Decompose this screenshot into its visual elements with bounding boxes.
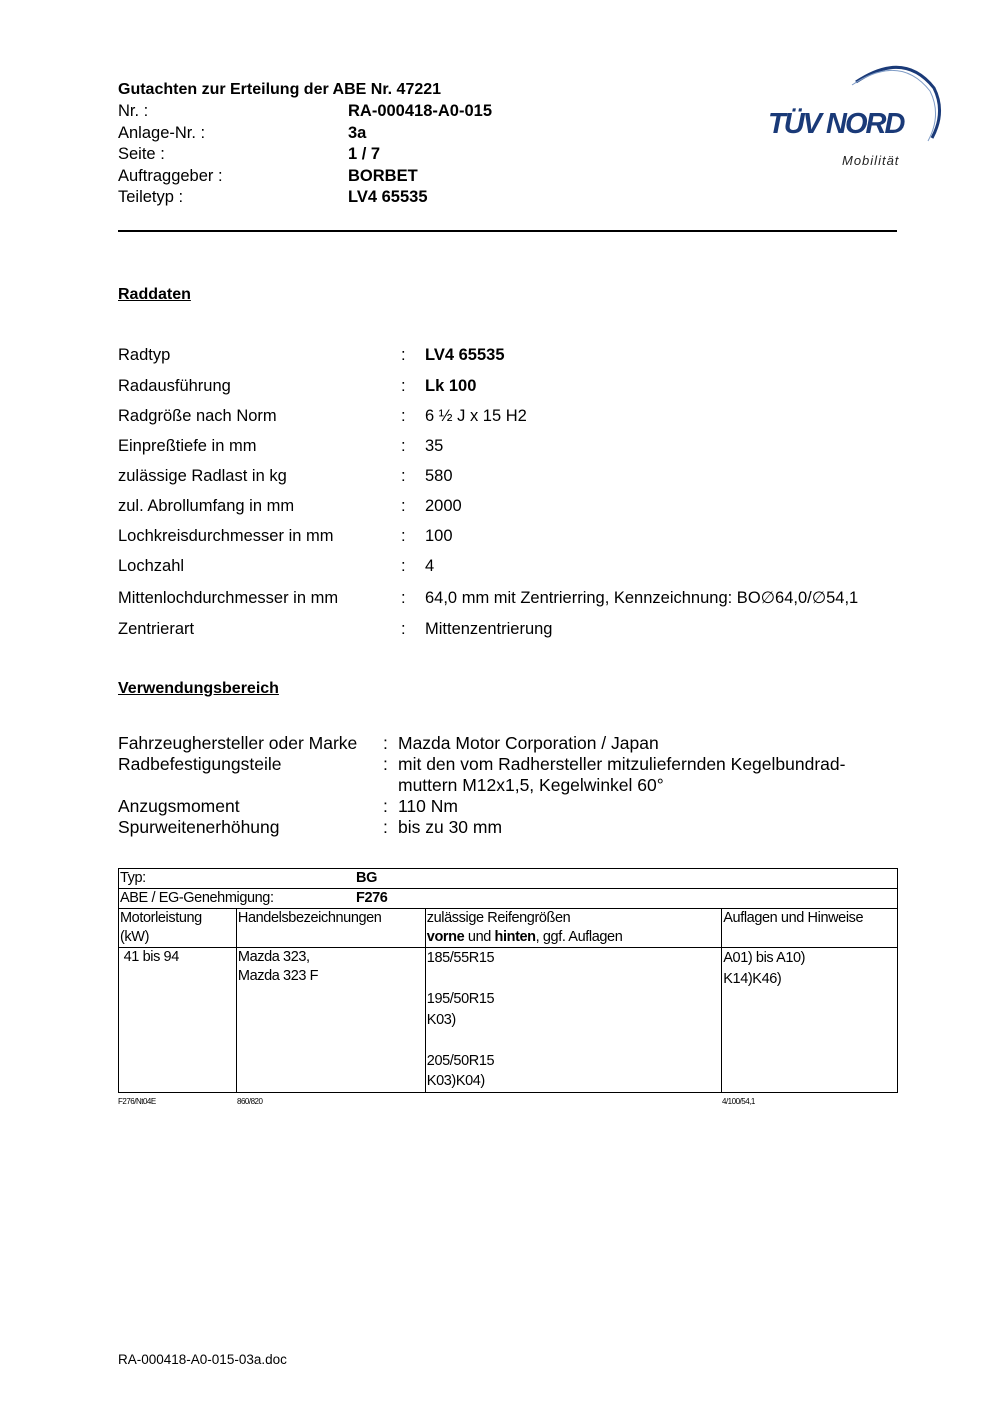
raddaten-row: Radausführung : Lk 100 [118,377,477,395]
header-label: Anlage-Nr. : [118,124,206,142]
raddaten-row: zul. Abrollumfang in mm : 2000 [118,497,462,515]
raddaten-value: Mittenzentrierung [425,620,553,638]
tire-line: 185/55R15 [426,950,495,966]
header-text: zulässige Reifengrößen [426,910,571,926]
header-label: Nr. : [118,102,149,120]
usage-key: Fahrzeughersteller oder Marke [118,733,358,753]
header-value: RA-000418-A0-015 [348,102,492,120]
raddaten-value: 35 [425,437,444,455]
sub-hinten: hinten [494,929,536,945]
usage-key: Radbefestigungsteile [118,754,282,774]
raddaten-key: Lochkreisdurchmesser in mm [118,527,334,545]
table-footnote-2: 860/820 [237,1097,263,1106]
section-heading-raddaten: Raddaten [118,286,191,303]
tire-line: K03) [426,1011,456,1028]
tire-line [427,1030,720,1051]
header-value: 1 / 7 [348,145,381,163]
raddaten-row: Lochzahl : 4 [118,557,435,575]
cell-names [236,948,425,1093]
header-subtext [427,928,720,947]
logo-subtitle: Mobilität [842,153,900,168]
raddaten-key: Radausführung [118,377,231,395]
usage-key: Spurweitenerhöhung [118,817,280,837]
tuev-nord-logo [764,60,944,170]
header-label: Teiletyp : [118,188,184,206]
tire-line: K03)K04) [426,1073,485,1089]
typ-value: BG [356,870,377,886]
note-line: A01) bis A10) [723,950,806,966]
raddaten-row: Lochkreisdurchmesser in mm : 100 [118,527,453,545]
logo-brand: TÜV NORD [768,108,904,140]
usage-value: 110 Nm [398,796,458,816]
raddaten-row: Radtyp : LV4 65535 [118,346,505,364]
cell-notes [722,948,898,1093]
header-value: BORBET [348,167,418,185]
tire-line [427,969,720,990]
tire-line: 205/50R15 [426,1052,495,1069]
trade-name: Mazda 323, [237,949,310,965]
usage-value: mit den vom Radhersteller mitzuliefernden Kegelbundrad- [398,754,846,774]
raddaten-key: Lochzahl [118,557,185,575]
trade-name: Mazda 323 F [237,968,319,984]
header-label: Seite : [118,145,165,163]
sub-vorne: vorne [426,929,465,945]
header-text: Motorleistung [120,910,202,926]
header-value: 3a [348,124,367,142]
cell-power [119,948,237,1093]
raddaten-row: zulässige Radlast in kg : 580 [118,467,453,485]
header-divider [118,230,897,232]
header-text: (kW) [120,929,149,945]
header-auflagen: Auflagen und Hinweise [722,909,898,948]
usage-value: Mazda Motor Corporation / Japan [398,733,659,753]
header-reifengroessen [425,909,721,948]
raddaten-value: LV4 65535 [425,346,505,364]
sub-rest: , ggf. Auflagen [535,929,623,945]
section-heading-verwendungsbereich: Verwendungsbereich [118,680,279,697]
table-row-typ [119,869,898,889]
table-footnote-4: 4/100/54,1 [722,1097,755,1106]
raddaten-value: 4 [425,557,435,575]
header-label: Auftraggeber : [118,167,223,185]
vehicle-table [118,868,898,1093]
cell-tires [425,948,721,1093]
usage-value: bis zu 30 mm [398,817,503,837]
raddaten-value: 6 ½ J x 15 H2 [425,407,527,425]
raddaten-value: 64,0 mm mit Zentrierring, Kennzeichnung: BO∅64,0/∅54,1 [425,589,859,607]
raddaten-key: Radtyp [118,346,171,364]
tire-line: 195/50R15 [426,991,495,1007]
raddaten-key: zul. Abrollumfang in mm [118,497,295,515]
sub-und: und [464,929,495,945]
abe-value: F276 [356,890,388,906]
raddaten-key: Zentrierart [118,620,195,638]
raddaten-row: Radgröße nach Norm : 6 ½ J x 15 H2 [118,407,527,425]
typ-label: Typ: [120,870,146,886]
table-footnote-1: F276/Nt04E [118,1097,156,1106]
raddaten-key: zulässige Radlast in kg [118,467,287,485]
usage-key: Anzugsmoment [118,796,240,816]
header-value: LV4 65535 [348,188,428,206]
header-handelsbezeichnungen: Handelsbezeichnungen [236,909,425,948]
abe-label: ABE / EG-Genehmigung: [120,890,274,906]
raddaten-value: 2000 [425,497,462,515]
raddaten-key: Mittenlochdurchmesser in mm [118,589,339,607]
raddaten-row: Einpreßtiefe in mm : 35 [118,437,444,455]
raddaten-row: Mittenlochdurchmesser in mm : 64,0 mm mit Zentrierring, Kennzeichnung: BO∅64,0/∅54,1 [118,589,859,607]
raddaten-value: 580 [425,467,453,485]
raddaten-value: Lk 100 [425,377,477,395]
header-motorleistung [119,909,237,948]
power-value: 41 bis 94 [120,949,179,965]
usage-value: muttern M12x1,5, Kegelwinkel 60° [398,775,664,795]
raddaten-key: Radgröße nach Norm [118,407,277,425]
table-row-abe [119,889,898,909]
table-header-row [119,909,898,948]
note-line: K14)K46) [723,970,782,987]
raddaten-value: 100 [425,527,453,545]
raddaten-row: Zentrierart : Mittenzentrierung [118,620,553,638]
table-row [119,948,898,1093]
report-title: Gutachten zur Erteilung der ABE Nr. 47221 [118,81,442,98]
document-filename: RA-000418-A0-015-03a.doc [118,1352,287,1367]
raddaten-key: Einpreßtiefe in mm [118,437,257,455]
